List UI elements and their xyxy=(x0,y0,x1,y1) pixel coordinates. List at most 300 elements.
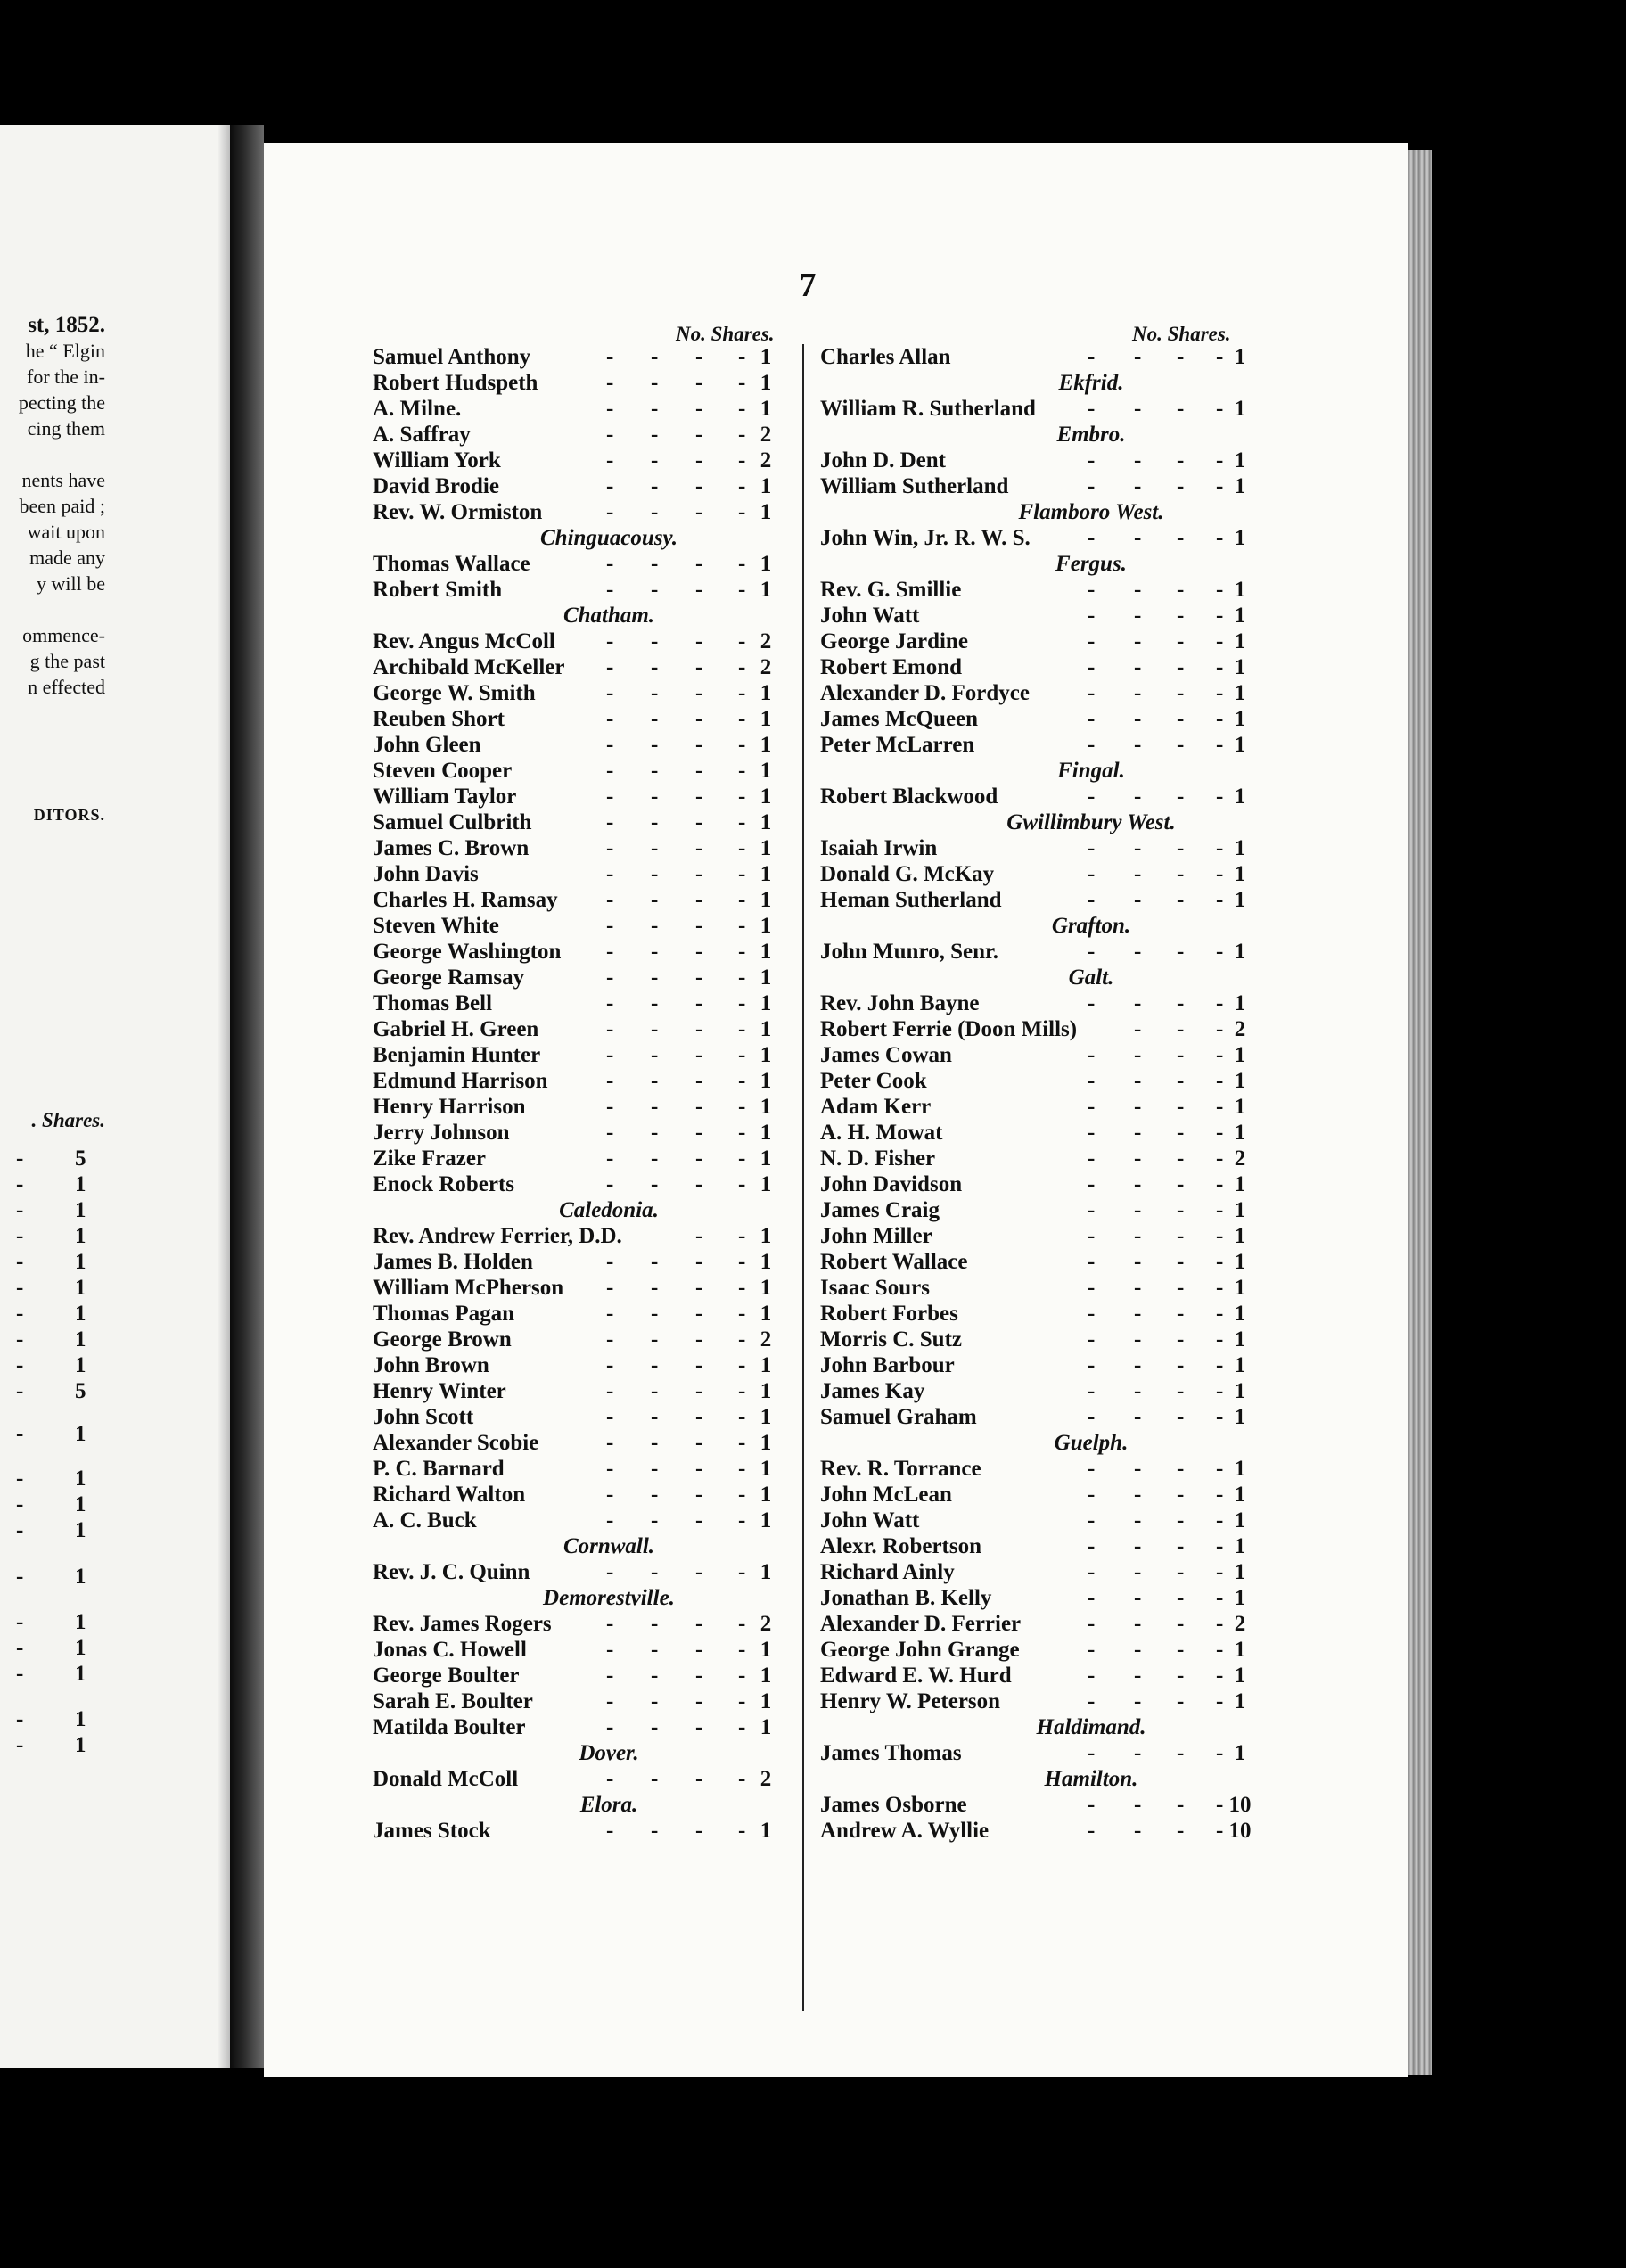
leader-dash: - xyxy=(1088,940,1096,964)
shareholder-row xyxy=(373,732,792,758)
leader-dash: - xyxy=(1134,1095,1142,1119)
shareholder-name: John Barbour xyxy=(820,1353,955,1377)
left-share-row xyxy=(0,1467,105,1492)
leader-dash: - xyxy=(738,1043,746,1067)
left-share-row xyxy=(0,1250,105,1276)
location-heading xyxy=(373,603,792,629)
shareholder-name: Steven Cooper xyxy=(373,759,513,783)
share-count: 1 xyxy=(760,1017,772,1041)
share-count: 1 xyxy=(760,1069,772,1093)
share-count: 1 xyxy=(760,810,772,834)
leader-dash: - xyxy=(651,1172,659,1196)
leader-dash: - xyxy=(1134,681,1142,705)
leader-dash: - xyxy=(695,1715,703,1739)
location-name: Dover. xyxy=(579,1741,639,1765)
location-heading xyxy=(820,809,1255,835)
leader-dash: - xyxy=(1134,1327,1142,1352)
share-count: 2 xyxy=(760,448,772,472)
shareholder-row xyxy=(820,1404,1255,1430)
leader-dash: - xyxy=(1216,1689,1224,1713)
leader-dash: - xyxy=(1134,785,1142,809)
leader-dash: - xyxy=(738,1689,746,1713)
shareholder-row xyxy=(373,448,792,473)
shareholder-row xyxy=(373,1508,792,1533)
shareholder-name: David Brodie xyxy=(373,474,499,498)
leader-dash: - xyxy=(606,966,614,990)
leader-dash: - xyxy=(651,1715,659,1739)
shareholder-name: William R. Sutherland xyxy=(820,397,1036,421)
leader-dash: - xyxy=(651,862,659,886)
location-name: Ekfrid. xyxy=(1058,371,1124,395)
shareholder-name: Samuel Graham xyxy=(820,1405,977,1429)
share-count: 1 xyxy=(1234,629,1246,653)
leader-dash: - xyxy=(1177,474,1185,498)
leader-dash: - xyxy=(651,1431,659,1455)
leader-dash: - xyxy=(1177,888,1185,912)
share-count: 1 xyxy=(760,1250,772,1274)
shareholder-row xyxy=(820,1740,1255,1766)
shareholder-row xyxy=(373,1378,792,1404)
leader-dash: - xyxy=(1088,1224,1096,1248)
main-page xyxy=(264,143,1408,2077)
leader-dash: - xyxy=(1088,1560,1096,1584)
leader-dash: - xyxy=(695,940,703,964)
share-count: 1 xyxy=(760,397,772,421)
share-count: 1 xyxy=(760,1379,772,1403)
share-count: 1 xyxy=(1234,1483,1246,1507)
share-count: 1 xyxy=(1234,1560,1246,1584)
leader-dash: - xyxy=(695,810,703,834)
leader-dash: - xyxy=(1088,1405,1096,1429)
shareholder-name: William McPherson xyxy=(373,1276,564,1300)
leader-dash: - xyxy=(1088,681,1096,705)
shareholder-name: Adam Kerr xyxy=(820,1095,932,1119)
leader-dash: - xyxy=(606,836,614,860)
leader-dash: - xyxy=(1177,1741,1185,1765)
leader-dash: - xyxy=(738,1172,746,1196)
leader-dash: - xyxy=(1177,1198,1185,1222)
location-name: Cornwall. xyxy=(563,1534,655,1558)
shareholder-row xyxy=(820,1171,1255,1197)
leader-dash: - xyxy=(738,474,746,498)
shareholder-name: Enock Roberts xyxy=(373,1172,515,1196)
leader-dash: - xyxy=(695,655,703,679)
shareholder-name: William Sutherland xyxy=(820,474,1009,498)
leader-dash: - xyxy=(651,448,659,472)
shareholder-name: John Miller xyxy=(820,1224,932,1248)
leader-dash: - xyxy=(16,1733,24,1757)
leader-dash: - xyxy=(738,759,746,783)
leader-dash: - xyxy=(1088,1612,1096,1636)
leader-dash: - xyxy=(695,1327,703,1352)
share-count: 1 xyxy=(1234,474,1246,498)
leader-dash: - xyxy=(651,578,659,602)
column-divider xyxy=(802,344,804,2011)
share-count: 1 xyxy=(1234,345,1246,369)
shareholder-name: George Boulter xyxy=(373,1664,520,1688)
shareholder-row xyxy=(373,913,792,939)
shareholder-name: John Davis xyxy=(373,862,479,886)
shareholder-name: John Brown xyxy=(373,1353,489,1377)
leader-dash: - xyxy=(738,423,746,447)
leader-dash: - xyxy=(1216,1405,1224,1429)
leader-dash: - xyxy=(738,940,746,964)
leader-dash: - xyxy=(1134,655,1142,679)
share-count: 1 xyxy=(75,1224,86,1248)
leader-dash: - xyxy=(695,552,703,576)
leader-dash: - xyxy=(651,1327,659,1352)
leader-dash: - xyxy=(1134,1172,1142,1196)
leader-dash: - xyxy=(651,1121,659,1145)
shareholder-name: William Taylor xyxy=(373,785,517,809)
location-heading xyxy=(820,1714,1255,1740)
share-count: 1 xyxy=(760,966,772,990)
leader-dash: - xyxy=(1134,1664,1142,1688)
leader-dash: - xyxy=(1177,1302,1185,1326)
leader-dash: - xyxy=(1216,1302,1224,1326)
shareholder-name: James Craig xyxy=(820,1198,940,1222)
leader-dash: - xyxy=(1134,1198,1142,1222)
leader-dash: - xyxy=(695,1017,703,1041)
shareholder-name: Archibald McKeller xyxy=(373,655,565,679)
leader-dash: - xyxy=(1088,1508,1096,1533)
leader-dash: - xyxy=(1134,1353,1142,1377)
share-count: 1 xyxy=(1234,1250,1246,1274)
share-count: 1 xyxy=(1234,1689,1246,1713)
leader-dash: - xyxy=(738,1276,746,1300)
leader-dash: - xyxy=(1088,1276,1096,1300)
share-count: 1 xyxy=(760,1664,772,1688)
shareholder-row xyxy=(820,1818,1255,1844)
leader-dash: - xyxy=(1216,604,1224,628)
leader-dash: - xyxy=(1134,1689,1142,1713)
shareholder-row xyxy=(373,1430,792,1456)
share-count: 1 xyxy=(1234,1121,1246,1145)
leader-dash: - xyxy=(1134,1586,1142,1610)
leader-dash: - xyxy=(738,371,746,395)
leader-dash: - xyxy=(1177,1095,1185,1119)
leader-dash: - xyxy=(738,914,746,938)
shareholder-name: Robert Forbes xyxy=(820,1302,958,1326)
share-count: 1 xyxy=(1234,836,1246,860)
shareholder-name: Donald G. McKay xyxy=(820,862,995,886)
leader-dash: - xyxy=(695,888,703,912)
share-count: 1 xyxy=(1234,1741,1246,1765)
shareholder-name: James McQueen xyxy=(820,707,979,731)
leader-dash: - xyxy=(1088,1741,1096,1765)
shareholder-row xyxy=(373,1689,792,1714)
leader-dash: - xyxy=(695,397,703,421)
leader-dash: - xyxy=(695,1146,703,1171)
location-heading xyxy=(373,1585,792,1611)
leader-dash: - xyxy=(1134,1276,1142,1300)
leader-dash: - xyxy=(738,345,746,369)
leader-dash: - xyxy=(1088,1043,1096,1067)
shareholder-row xyxy=(373,1275,792,1301)
share-count: 1 xyxy=(1234,1302,1246,1326)
leader-dash: - xyxy=(1134,604,1142,628)
location-name: Fingal. xyxy=(1057,759,1125,783)
leader-dash: - xyxy=(1134,1250,1142,1274)
shareholder-name: Rev. Andrew Ferrier, D.D. xyxy=(373,1224,622,1248)
shareholder-row xyxy=(373,1663,792,1689)
share-count: 1 xyxy=(760,1172,772,1196)
share-count: 2 xyxy=(1234,1017,1246,1041)
share-count: 1 xyxy=(760,785,772,809)
shareholder-row xyxy=(820,1223,1255,1249)
leader-dash: - xyxy=(1177,1664,1185,1688)
leader-dash: - xyxy=(1088,1198,1096,1222)
left-page-line: pecting the xyxy=(18,391,105,414)
left-share-row xyxy=(0,1379,105,1405)
shareholder-name: A. C. Buck xyxy=(373,1508,477,1533)
share-count: 1 xyxy=(760,1638,772,1662)
leader-dash: - xyxy=(1216,1224,1224,1248)
leader-dash: - xyxy=(695,448,703,472)
leader-dash: - xyxy=(738,991,746,1015)
shareholder-name: Gabriel H. Green xyxy=(373,1017,539,1041)
leader-dash: - xyxy=(1177,1638,1185,1662)
leader-dash: - xyxy=(1134,1741,1142,1765)
shareholder-name: Henry Harrison xyxy=(373,1095,526,1119)
shareholder-row xyxy=(820,1094,1255,1120)
leader-dash: - xyxy=(695,1612,703,1636)
shareholder-row xyxy=(820,1146,1255,1171)
leader-dash: - xyxy=(651,1250,659,1274)
leader-dash: - xyxy=(1177,707,1185,731)
leader-dash: - xyxy=(695,1819,703,1843)
leader-dash: - xyxy=(606,1664,614,1688)
left-page-line: ommence- xyxy=(22,624,105,646)
leader-dash: - xyxy=(606,1250,614,1274)
share-count: 1 xyxy=(1234,1664,1246,1688)
location-heading xyxy=(820,758,1255,784)
leader-dash: - xyxy=(1177,1612,1185,1636)
location-heading xyxy=(373,1792,792,1818)
leader-dash: - xyxy=(16,1327,24,1352)
shareholder-name: Robert Hudspeth xyxy=(373,371,538,395)
leader-dash: - xyxy=(1134,1302,1142,1326)
left-shares-header: . Shares. xyxy=(31,1109,105,1131)
leader-dash: - xyxy=(1177,1146,1185,1171)
leader-dash: - xyxy=(16,1302,24,1326)
leader-dash: - xyxy=(1216,785,1224,809)
location-heading xyxy=(820,1766,1255,1792)
leader-dash: - xyxy=(738,1819,746,1843)
share-count: 2 xyxy=(760,423,772,447)
share-count: 1 xyxy=(760,1146,772,1171)
leader-dash: - xyxy=(1177,448,1185,472)
leader-dash: - xyxy=(1177,1121,1185,1145)
leader-dash: - xyxy=(651,371,659,395)
share-count: 1 xyxy=(760,1483,772,1507)
leader-dash: - xyxy=(1177,785,1185,809)
leader-dash: - xyxy=(1177,681,1185,705)
shareholder-row xyxy=(373,370,792,396)
leader-dash: - xyxy=(1134,1405,1142,1429)
shareholder-name: Henry Winter xyxy=(373,1379,506,1403)
left-share-row xyxy=(0,1146,105,1172)
shareholder-row xyxy=(820,1327,1255,1352)
leader-dash: - xyxy=(695,1638,703,1662)
leader-dash: - xyxy=(1216,1327,1224,1352)
leader-dash: - xyxy=(1134,1224,1142,1248)
left-page-line: cing them xyxy=(27,417,105,440)
shareholder-row xyxy=(373,861,792,887)
leader-dash: - xyxy=(1216,1250,1224,1274)
leader-dash: - xyxy=(1216,1043,1224,1067)
left-share-row xyxy=(0,1636,105,1662)
shareholder-name: George Washington xyxy=(373,940,562,964)
leader-dash: - xyxy=(1177,655,1185,679)
leader-dash: - xyxy=(695,1560,703,1584)
leader-dash: - xyxy=(1177,1405,1185,1429)
left-page-line: nents have xyxy=(21,469,105,491)
shareholder-name: John Watt xyxy=(820,1508,920,1533)
left-share-row xyxy=(0,1327,105,1353)
share-count: 1 xyxy=(75,1422,86,1446)
leader-dash: - xyxy=(606,500,614,524)
shareholder-row xyxy=(820,1689,1255,1714)
leader-dash: - xyxy=(1216,1741,1224,1765)
share-count: 1 xyxy=(1234,1353,1246,1377)
leader-dash: - xyxy=(606,785,614,809)
shareholder-name: Charles H. Ramsay xyxy=(373,888,558,912)
leader-dash: - xyxy=(651,991,659,1015)
leader-dash: - xyxy=(606,1302,614,1326)
leader-dash: - xyxy=(651,1767,659,1791)
leader-dash: - xyxy=(695,423,703,447)
leader-dash: - xyxy=(606,655,614,679)
share-count: 1 xyxy=(1234,888,1246,912)
location-name: Fergus. xyxy=(1055,552,1127,576)
leader-dash: - xyxy=(651,759,659,783)
share-count: 1 xyxy=(760,1431,772,1455)
share-count: 1 xyxy=(760,1819,772,1843)
leader-dash: - xyxy=(695,1767,703,1791)
shareholder-row xyxy=(820,1533,1255,1559)
share-count: 1 xyxy=(760,500,772,524)
leader-dash: - xyxy=(606,629,614,653)
leader-dash: - xyxy=(695,785,703,809)
leader-dash: - xyxy=(1216,862,1224,886)
leader-dash: - xyxy=(738,1250,746,1274)
leader-dash: - xyxy=(738,1069,746,1093)
leader-dash: - xyxy=(695,578,703,602)
share-count: 2 xyxy=(760,629,772,653)
shareholder-row xyxy=(373,835,792,861)
leader-dash: - xyxy=(1216,1353,1224,1377)
shareholder-row xyxy=(820,1120,1255,1146)
leader-dash: - xyxy=(1177,1483,1185,1507)
leader-dash: - xyxy=(738,448,746,472)
leader-dash: - xyxy=(1177,991,1185,1015)
share-count: 1 xyxy=(75,1198,86,1222)
shareholder-row xyxy=(373,1559,792,1585)
location-name: Guelph. xyxy=(1054,1431,1129,1455)
shareholder-row xyxy=(820,835,1255,861)
share-count: 1 xyxy=(760,474,772,498)
shareholder-name: Edward E. W. Hurd xyxy=(820,1664,1012,1688)
leader-dash: - xyxy=(606,1819,614,1843)
leader-dash: - xyxy=(606,448,614,472)
leader-dash: - xyxy=(1177,397,1185,421)
shareholder-row xyxy=(373,990,792,1016)
leader-dash: - xyxy=(606,552,614,576)
leader-dash: - xyxy=(1216,1819,1224,1843)
leader-dash: - xyxy=(695,862,703,886)
shareholder-name: Thomas Wallace xyxy=(373,552,530,576)
shareholder-name: John Scott xyxy=(373,1405,474,1429)
leader-dash: - xyxy=(651,707,659,731)
shareholder-name: John Davidson xyxy=(820,1172,963,1196)
shareholder-row xyxy=(373,1352,792,1378)
leader-dash: - xyxy=(1216,1560,1224,1584)
leader-dash: - xyxy=(651,629,659,653)
leader-dash: - xyxy=(651,836,659,860)
shareholder-name: Richard Ainly xyxy=(820,1560,955,1584)
share-count: 1 xyxy=(760,1508,772,1533)
shareholder-row xyxy=(820,861,1255,887)
leader-dash: - xyxy=(1134,1457,1142,1481)
leader-dash: - xyxy=(1088,604,1096,628)
shareholder-row xyxy=(373,1482,792,1508)
shareholder-row xyxy=(373,680,792,706)
location-name: Haldimand. xyxy=(1036,1715,1146,1739)
share-count: 1 xyxy=(760,836,772,860)
leader-dash: - xyxy=(1134,1612,1142,1636)
shareholder-name: A. H. Mowat xyxy=(820,1121,943,1145)
leader-dash: - xyxy=(651,1379,659,1403)
shareholder-row xyxy=(373,939,792,965)
share-count: 10 xyxy=(1228,1819,1252,1843)
shareholder-name: Alexander D. Ferrier xyxy=(820,1612,1022,1636)
left-share-row xyxy=(0,1172,105,1198)
leader-dash: - xyxy=(738,888,746,912)
leader-dash: - xyxy=(1088,1121,1096,1145)
shareholder-row xyxy=(373,1120,792,1146)
shareholder-name: John McLean xyxy=(820,1483,952,1507)
leader-dash: - xyxy=(651,1483,659,1507)
leader-dash: - xyxy=(695,707,703,731)
leader-dash: - xyxy=(1088,1689,1096,1713)
share-count: 1 xyxy=(760,914,772,938)
left-column-header: No. Shares. xyxy=(676,323,775,345)
leader-dash: - xyxy=(738,1431,746,1455)
leader-dash: - xyxy=(1134,526,1142,550)
leader-dash: - xyxy=(1216,940,1224,964)
leader-dash: - xyxy=(1088,578,1096,602)
leader-dash: - xyxy=(651,1664,659,1688)
left-share-row xyxy=(0,1492,105,1518)
location-heading xyxy=(820,1430,1255,1456)
leader-dash: - xyxy=(606,940,614,964)
leader-dash: - xyxy=(1216,1586,1224,1610)
leader-dash: - xyxy=(738,1095,746,1119)
share-count: 1 xyxy=(760,1302,772,1326)
shareholder-row xyxy=(373,577,792,603)
leader-dash: - xyxy=(16,1250,24,1274)
left-share-row xyxy=(0,1662,105,1688)
leader-dash: - xyxy=(606,371,614,395)
leader-dash: - xyxy=(695,1043,703,1067)
share-count: 1 xyxy=(1234,1405,1246,1429)
leader-dash: - xyxy=(651,1353,659,1377)
shareholder-name: Donald McColl xyxy=(373,1767,519,1791)
shareholder-row xyxy=(373,344,792,370)
location-heading xyxy=(820,913,1255,939)
shareholder-row xyxy=(820,732,1255,758)
